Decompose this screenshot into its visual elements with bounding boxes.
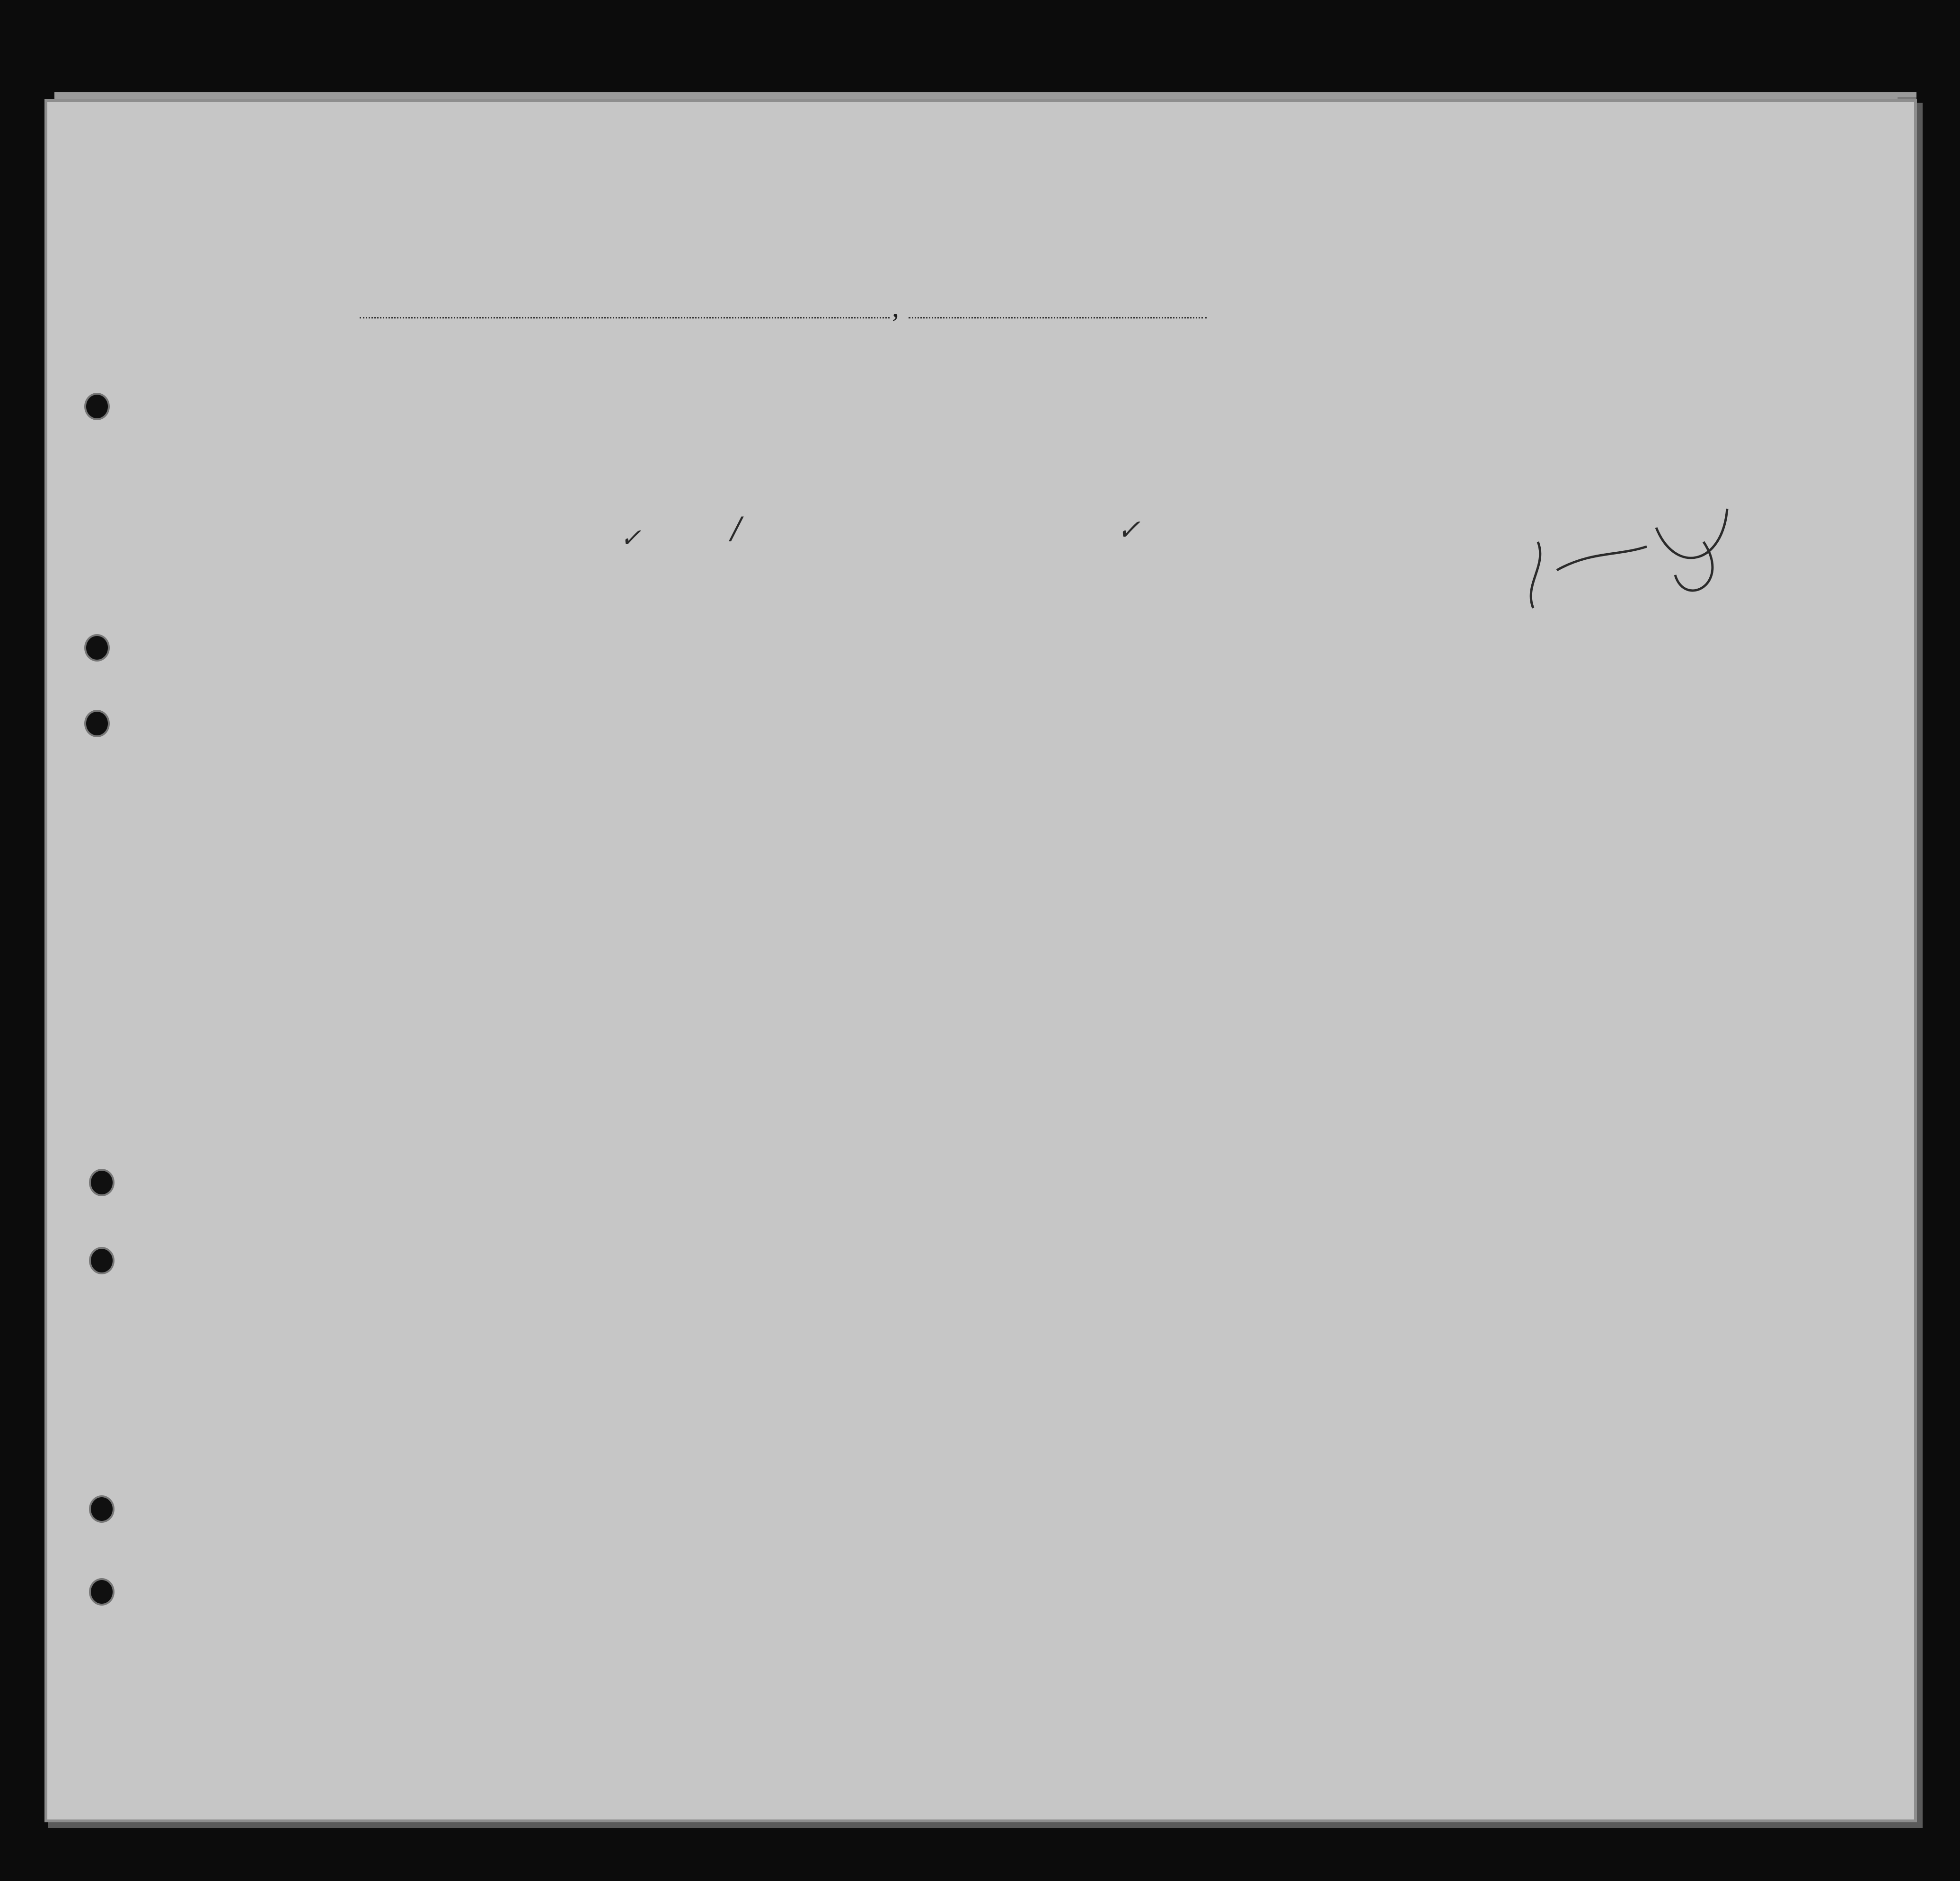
binder-hole [89,1495,115,1523]
binder-hole [84,393,110,420]
binder-hole [84,710,110,737]
comma: , [892,291,899,323]
ticket-checkmark: ✓ [620,523,642,553]
manifest-grid [47,102,1914,1819]
handwritten-scrawl [1505,499,1751,622]
manifest-sheet [47,102,1914,1819]
join-checkmark: ✓ [1117,513,1141,547]
money-checkmark: / [731,511,742,546]
binder-hole [89,1578,115,1606]
binder-hole [89,1247,115,1274]
binder-hole [84,634,110,662]
page-stack-edge [54,92,1916,99]
binder-hole [89,1169,115,1196]
